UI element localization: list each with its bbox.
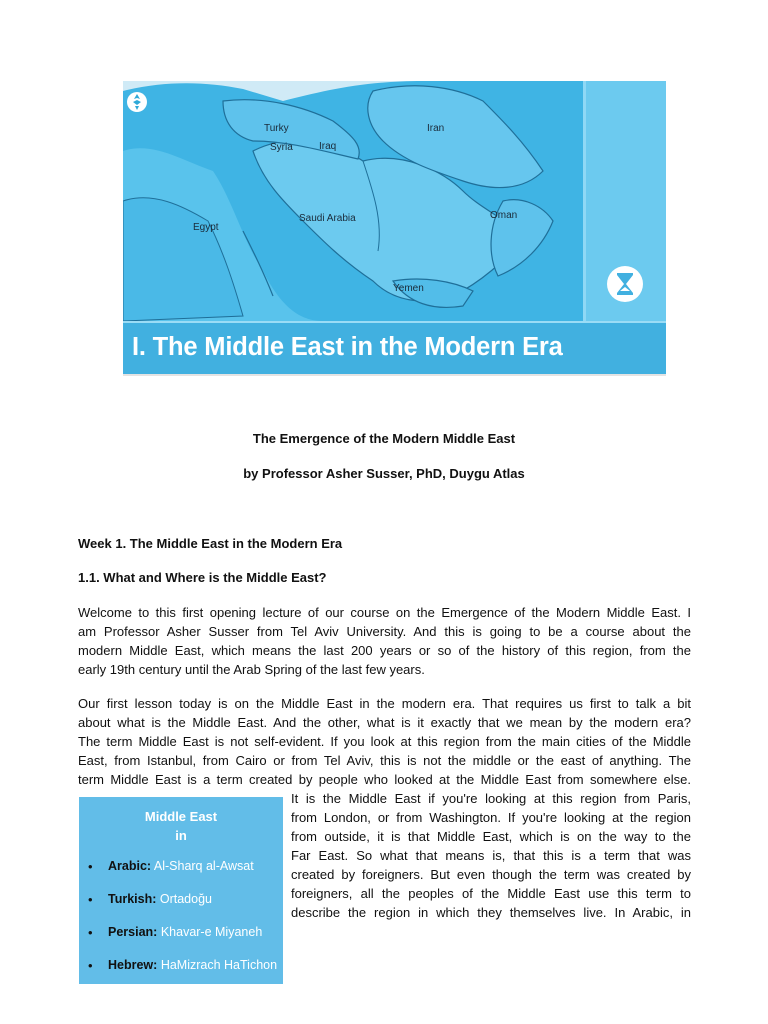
- paragraph-line: foreigners, all the peoples of the Middle East use this term to: [291, 886, 691, 901]
- emblem-icon: [127, 92, 147, 112]
- paragraph-3: [291, 789, 691, 922]
- section-heading: 1.1. What and Where is the Middle East?: [78, 570, 327, 585]
- map-label-oman: Oman: [490, 210, 518, 221]
- bullet-icon: •: [88, 925, 93, 940]
- paragraph-line: about what is the Middle East. And the other, what is it exactly that we mean by the modern era?: [78, 715, 691, 730]
- paragraph-line: Far East. So what that means is, that this is a term that was: [291, 848, 691, 863]
- paragraph-line: describe the region in which they themselves live. In Arabic, in: [291, 905, 691, 920]
- language-list: [79, 859, 277, 991]
- list-item: [79, 859, 277, 892]
- paragraph-line: East, from Istanbul, from Cairo or from Tel Aviv, this is not the middle or the east of anything. The: [78, 753, 691, 768]
- language-term: Al-Sharq al-Awsat: [153, 859, 254, 873]
- list-item: [79, 892, 277, 925]
- paragraph-line: modern Middle East, which means the last 200 years or so of the history of this region, from the: [78, 643, 691, 658]
- document-byline: by Professor Asher Susser, PhD, Duygu Atlas: [243, 466, 525, 481]
- paragraph-line: from London, or from Washington. If you're looking at the region: [291, 810, 691, 825]
- map-label-turkey: Turky: [264, 123, 289, 134]
- bullet-icon: •: [88, 892, 93, 907]
- infobox-title-line2: in: [175, 828, 187, 843]
- hourglass-icon: [607, 266, 643, 302]
- language-term: HaMizrach HaTichon: [160, 958, 278, 972]
- paragraph-line: term Middle East is a term created by people who looked at the Middle East from somewhere else.: [78, 772, 691, 787]
- map-label-iran: Iran: [427, 123, 445, 134]
- infobox-title: [79, 807, 283, 845]
- language-name: Hebrew:: [108, 958, 158, 972]
- middle-east-names-box: [79, 797, 283, 984]
- bullet-icon: •: [88, 958, 93, 973]
- paragraph-line: am Professor Asher Susser from Tel Aviv University. And this is going to be a course about the: [78, 624, 691, 639]
- banner-title: I. The Middle East in the Modern Era: [132, 333, 563, 361]
- paragraph-line: The term Middle East is not self-evident. If you look at this region from the main cities of the Middle: [78, 734, 691, 749]
- paragraph-line: created by foreigners. But even though the term was created by: [291, 867, 691, 882]
- language-name: Arabic:: [108, 859, 152, 873]
- bullet-icon: •: [88, 859, 93, 874]
- language-term: Ortadoğu: [159, 892, 212, 906]
- paragraph-line: from outside, it is that Middle East, which is on the way to the: [291, 829, 691, 844]
- map-label-iraq: Iraq: [319, 141, 337, 152]
- document-title: The Emergence of the Modern Middle East: [252, 431, 516, 446]
- paragraph-2: [78, 694, 691, 789]
- list-item: [79, 925, 277, 958]
- language-name: Turkish:: [108, 892, 157, 906]
- language-term: Khavar-e Miyaneh: [160, 925, 263, 939]
- language-name: Persian:: [108, 925, 158, 939]
- map-label-yemen: Yemen: [393, 283, 424, 294]
- paragraph-line: Our first lesson today is on the Middle East in the modern era. That requires us first to talk a bit: [78, 696, 691, 711]
- paragraph-line: early 19th century until the Arab Spring of the last few years.: [78, 662, 425, 677]
- paragraph-line: It is the Middle East if you're looking at this region from Paris,: [291, 791, 691, 806]
- week-heading: Week 1. The Middle East in the Modern Era: [78, 536, 343, 551]
- list-item: [79, 958, 277, 991]
- paragraph-line: Welcome to this first opening lecture of our course on the Emergence of the Modern Middle East. I: [78, 605, 691, 620]
- map-label-syria: Syria: [270, 142, 293, 153]
- course-banner: [123, 81, 666, 376]
- map-label-saudi-arabia: Saudi Arabia: [299, 213, 356, 224]
- map-label-egypt: Egypt: [193, 222, 219, 233]
- paragraph-1: [78, 603, 691, 679]
- infobox-title-line1: Middle East: [144, 809, 218, 824]
